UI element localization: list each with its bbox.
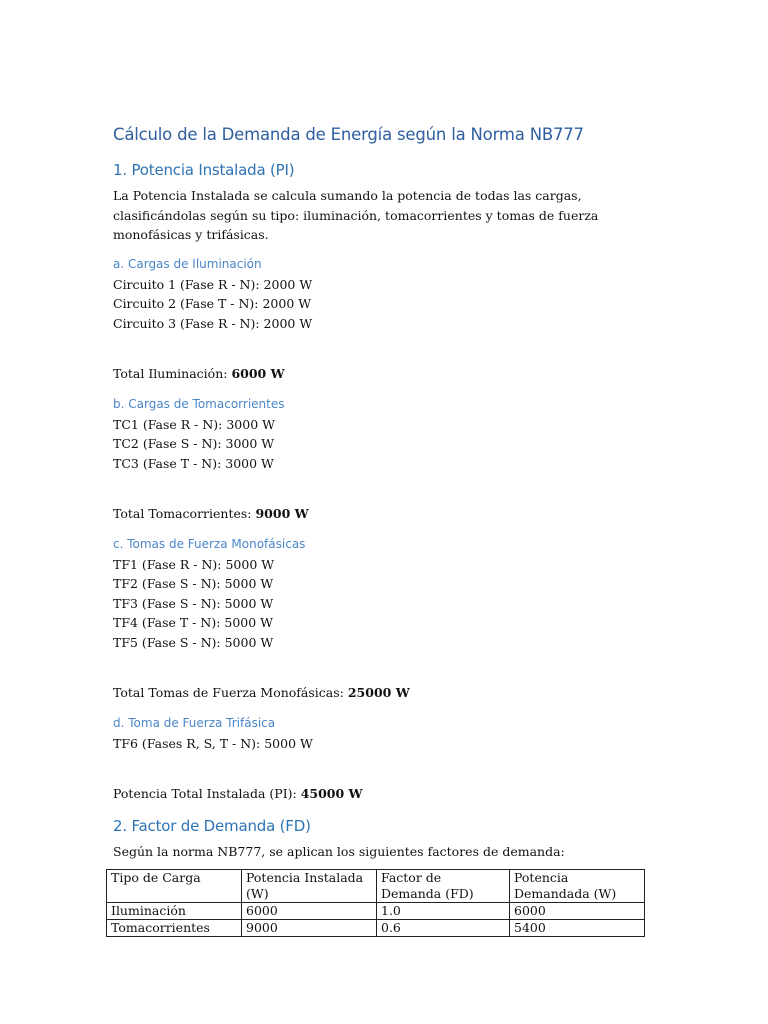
total-value: 45000 W [300,786,363,801]
outlets-total [113,504,653,524]
section-2-heading: 2. Factor de Demanda (FD) [113,816,311,835]
outlets-list [113,415,653,474]
list-item: TF3 (Fase S - N): 5000 W [113,595,274,611]
table-header-cell: Potencia Instalada (W) [242,870,377,903]
table-cell: Iluminación [107,903,242,920]
list-item: Circuito 1 (Fase R - N): 2000 W [113,276,313,292]
single-phase-total [113,683,653,703]
list-item: TF6 (Fases R, S, T - N): 5000 W [113,735,313,751]
table-header-cell: Potencia Demandada (W) [510,870,645,903]
list-item: TF2 (Fase S - N): 5000 W [113,576,274,591]
lighting-list [113,275,653,334]
table-row [107,903,645,920]
lighting-heading: a. Cargas de Iluminación [113,256,262,271]
demand-factor-table [106,869,645,937]
table-cell: 9000 [242,920,377,937]
single-phase-heading: c. Tomas de Fuerza Monofásicas [113,536,306,551]
three-phase-list [113,734,653,754]
table-header-cell: Tipo de Carga [107,870,242,903]
document-title: Cálculo de la Demanda de Energía según la Norma NB777 [113,125,584,144]
table-header-row [107,870,645,903]
total-label: Total Iluminación: [113,366,232,381]
total-value: 6000 W [231,366,285,381]
table-cell: 5400 [510,920,645,937]
three-phase-heading: d. Toma de Fuerza Trifásica [113,715,276,730]
document-page [113,124,653,937]
table-cell: 6000 [242,903,377,920]
total-value: 9000 W [255,506,309,521]
list-item: TF1 (Fase R - N): 5000 W [113,556,275,572]
table-cell: 0.6 [377,920,510,937]
total-label: Total Tomas de Fuerza Monofásicas: [113,685,348,700]
table-cell: 1.0 [377,903,510,920]
total-label: Potencia Total Instalada (PI): [113,786,301,801]
section-2-intro: Según la norma NB777, se aplican los siguientes factores de demanda: [113,843,565,859]
list-item: Circuito 3 (Fase R - N): 2000 W [113,315,313,331]
table-row [107,920,645,937]
list-item: TC3 (Fase T - N): 3000 W [113,455,274,471]
section-1-intro: La Potencia Instalada se calcula sumando la potencia de todas las cargas, clasificándolas según su tipo: iluminación, tomacorrientes y tomas de fuerza monofásicas y trifásicas. [113,188,599,242]
section-1-heading: 1. Potencia Instalada (PI) [113,161,295,179]
list-item: TC2 (Fase S - N): 3000 W [113,436,275,451]
lighting-total [113,364,653,384]
list-item: TC1 (Fase R - N): 3000 W [113,416,275,432]
outlets-heading: b. Cargas de Tomacorrientes [113,396,285,411]
total-label: Total Tomacorrientes: [113,506,256,521]
total-value: 25000 W [347,685,410,700]
single-phase-list [113,555,653,653]
table-cell: Tomacorrientes [107,920,242,937]
table-header-cell: Factor de Demanda (FD) [377,870,510,903]
list-item: TF4 (Fase T - N): 5000 W [113,615,274,630]
installed-power-total [113,784,653,804]
table-cell: 6000 [510,903,645,920]
list-item: TF5 (Fase S - N): 5000 W [113,634,274,650]
list-item: Circuito 2 (Fase T - N): 2000 W [113,296,312,311]
